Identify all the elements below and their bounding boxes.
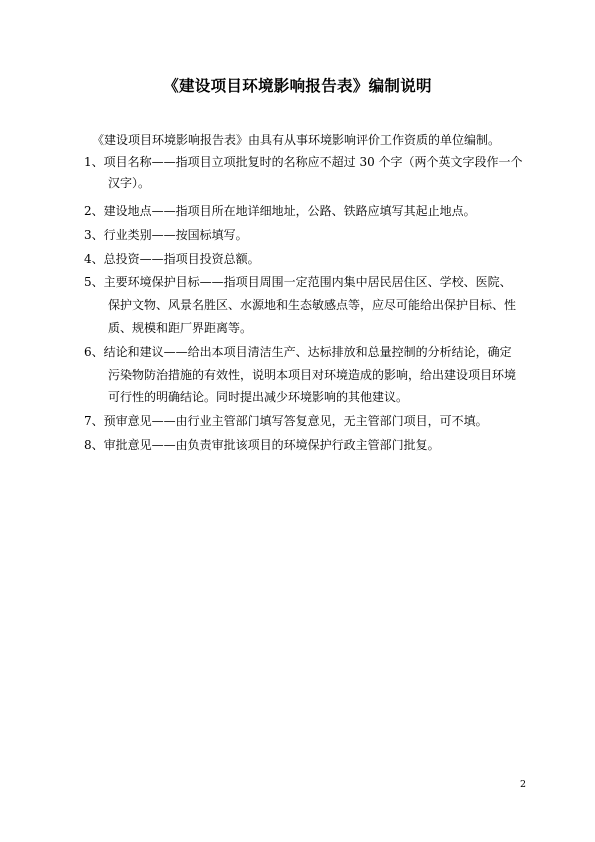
document-title: 《建设项目环境影响报告表》编制说明 <box>163 77 432 95</box>
page-number: 2 <box>519 779 526 790</box>
item-2-line-1: 2、建设地点——指项目所在地详细地址，公路、铁路应填写其起止地点。 <box>84 204 476 218</box>
item-1-line-2: 汉字）。 <box>108 176 151 190</box>
item-6-line-3: 可行性的明确结论。同时提出减少环境影响的其他建议。 <box>108 390 409 404</box>
intro-paragraph: 《建设项目环境影响报告表》由具有从事环境影响评价工作资质的单位编制。 <box>92 133 501 147</box>
item-8-line-1: 8、审批意见——由负责审批该项目的环境保护行政主管部门批复。 <box>84 438 440 452</box>
item-1-line-1: 1、项目名称——指项目立项批复时的名称应不超过 30 个字（两个英文字段作一个 <box>84 155 523 169</box>
item-5-line-2: 保护文物、风景名胜区、水源地和生态敏感点等，应尽可能给出保护目标、性 <box>108 298 517 312</box>
item-7-line-1: 7、预审意见——由行业主管部门填写答复意见，无主管部门项目，可不填。 <box>84 414 488 428</box>
item-5-line-3: 质、规模和距厂界距离等。 <box>108 321 253 335</box>
item-5-line-1: 5、主要环境保护目标——指项目周围一定范围内集中居民居住区、学校、医院、 <box>84 275 512 289</box>
item-6-line-2: 污染物防治措施的有效性，说明本项目对环境造成的影响，给出建设项目环境 <box>108 368 517 382</box>
item-6-line-1: 6、结论和建议——给出本项目清洁生产、达标排放和总量控制的分析结论，确定 <box>84 345 512 359</box>
item-3-line-1: 3、行业类别——按国标填写。 <box>84 228 248 242</box>
item-4-line-1: 4、总投资——指项目投资总额。 <box>84 252 260 266</box>
